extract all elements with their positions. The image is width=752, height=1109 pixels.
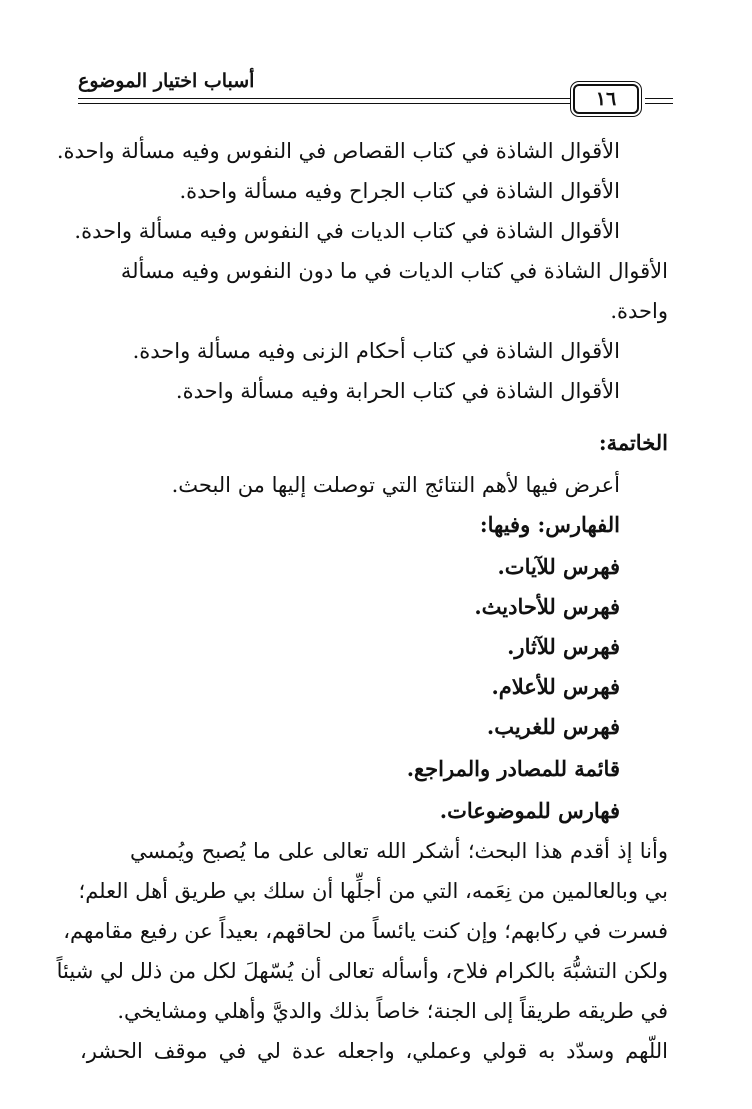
header-rule — [78, 103, 570, 104]
page-number-box — [573, 84, 639, 114]
closing-line: اللّهم وسدّد به قولي وعملي، واجعله عدة لي في موقف الحشر، — [80, 1039, 668, 1063]
index-item: قائمة للمصادر والمراجع. — [406, 756, 620, 781]
body-line: الأقوال الشاذة في كتاب الديات في ما دون النفوس وفيه مسألة — [120, 259, 668, 283]
body-line: الأقوال الشاذة في كتاب الحرابة وفيه مسألة واحدة. — [175, 379, 620, 403]
body-line: الأقوال الشاذة في كتاب القصاص في النفوس وفيه مسألة واحدة. — [56, 139, 620, 163]
index-item: فهرس للأعلام. — [491, 674, 620, 699]
header-rule — [645, 98, 673, 99]
running-header-title: أسباب اختيار الموضوع — [78, 70, 255, 92]
page-number: ١٦ — [595, 88, 617, 110]
indexes-heading: الفهارس: وفيها: — [479, 512, 620, 537]
body-line: الأقوال الشاذة في كتاب أحكام الزنى وفيه مسألة واحدة. — [132, 339, 620, 363]
index-item: فهرس للغريب. — [486, 714, 620, 739]
closing-line: في طريقه طريقاً إلى الجنة؛ خاصاً بذلك والديَّ وأهلي ومشايخي. — [117, 999, 668, 1023]
conclusion-text: أعرض فيها لأهم النتائج التي توصلت إليها من البحث. — [171, 473, 620, 497]
conclusion-heading: الخاتمة: — [598, 430, 668, 455]
index-item: فهرس للأحاديث. — [474, 594, 620, 619]
closing-line: ولكن التشبُّهَ بالكرام فلاح، وأسأله تعالى أن يُسّهلَ لكل من ذلل لي شيئاً — [56, 959, 668, 983]
closing-line: وأنا إذ أقدم هذا البحث؛ أشكر الله تعالى على ما يُصبح ويُمسي — [130, 839, 668, 863]
index-item: فهرس للآثار. — [507, 634, 620, 659]
body-line: الأقوال الشاذة في كتاب الجراح وفيه مسألة واحدة. — [179, 179, 620, 203]
header-rule — [78, 98, 570, 99]
closing-line: بي وبالعالمين من نِعَمه، التي من أجلِّها أن سلك بي طريق أهل العلم؛ — [78, 879, 668, 903]
body-line: واحدة. — [610, 299, 668, 323]
index-item: فهارس للموضوعات. — [439, 798, 620, 823]
header-rule — [645, 103, 673, 104]
body-line: الأقوال الشاذة في كتاب الديات في النفوس وفيه مسألة واحدة. — [74, 219, 620, 243]
index-item: فهرس للآيات. — [497, 554, 620, 579]
closing-line: فسرت في ركابهم؛ وإن كنت يائساً من لحاقهم، بعيداً عن رفيع مقامهم، — [63, 919, 668, 943]
